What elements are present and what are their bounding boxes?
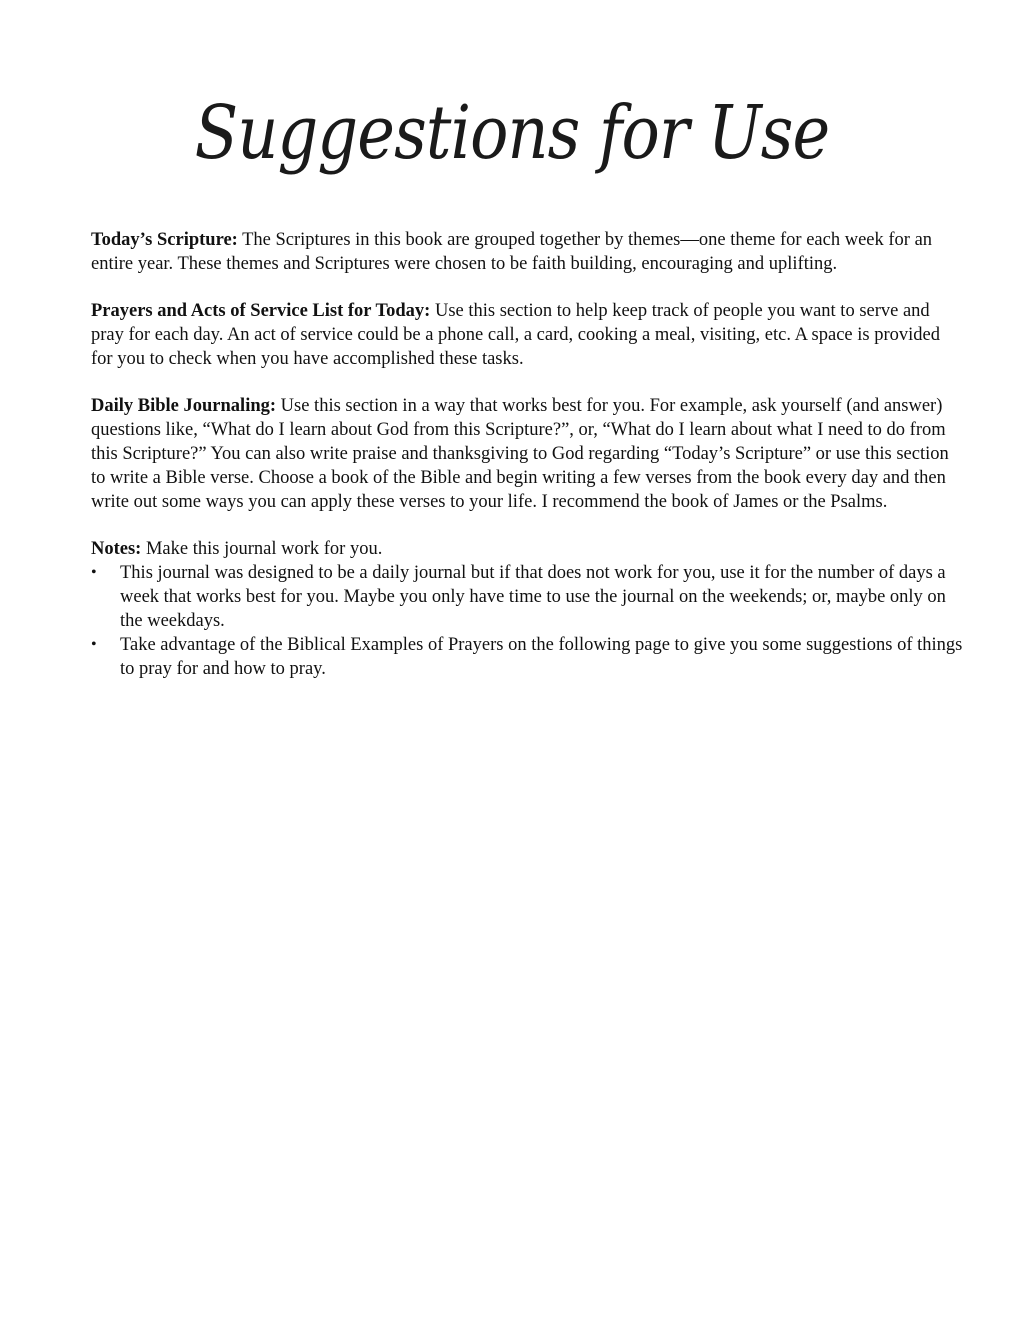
page-content xyxy=(91,228,966,681)
page-title: Suggestions for Use xyxy=(194,90,830,176)
notes-label: Notes: xyxy=(91,539,142,559)
notes-list xyxy=(91,561,966,681)
section-daily-bible-journaling xyxy=(91,394,966,514)
section-label: Today’s Scripture: xyxy=(91,230,238,250)
bullet-icon: • xyxy=(91,564,97,581)
list-item xyxy=(91,561,966,633)
list-item-text: Take advantage of the Biblical Examples of Prayers on the following page to give you some suggestions of things to pray for and how to pray. xyxy=(120,635,963,679)
section-label: Prayers and Acts of Service List for Today: xyxy=(91,301,431,321)
section-prayers-service xyxy=(91,299,966,371)
list-item xyxy=(91,633,966,681)
section-text: Use this section in a way that works best for you. For example, ask yourself (and answer) questions like, “What do I learn about God from this Scripture?”, or, “What do I learn about what I need to do from this Scripture?” You can also write praise and thanksgiving to God regarding “Today’s Scripture” or use this section to write a Bible verse. Choose a book of the Bible and begin writing a few verses from the book every day and then write out some ways you can apply these verses to your life. I recommend the book of James or the Psalms. xyxy=(91,396,949,512)
notes-heading xyxy=(91,537,966,561)
list-item-text: This journal was designed to be a daily journal but if that does not work for you, use it for the number of days a week that works best for you. Maybe you only have time to use the journal on the weekends; or, maybe only on the weekdays. xyxy=(120,563,946,631)
section-text: The Scriptures in this book are grouped together by themes—one theme for each week for an entire year. These themes and Scriptures were chosen to be faith building, encouraging and uplifting. xyxy=(91,230,933,274)
notes-text: Make this journal work for you. xyxy=(141,539,383,559)
section-text: Use this section to help keep track of people you want to serve and pray for each day. An act of service could be a phone call, a card, cooking a meal, visiting, etc. A space is provided for you to check when you have accomplished these tasks. xyxy=(91,301,940,369)
notes-section xyxy=(91,537,966,681)
section-todays-scripture xyxy=(91,228,966,276)
section-label: Daily Bible Journaling: xyxy=(91,396,277,416)
bullet-icon: • xyxy=(91,636,97,653)
